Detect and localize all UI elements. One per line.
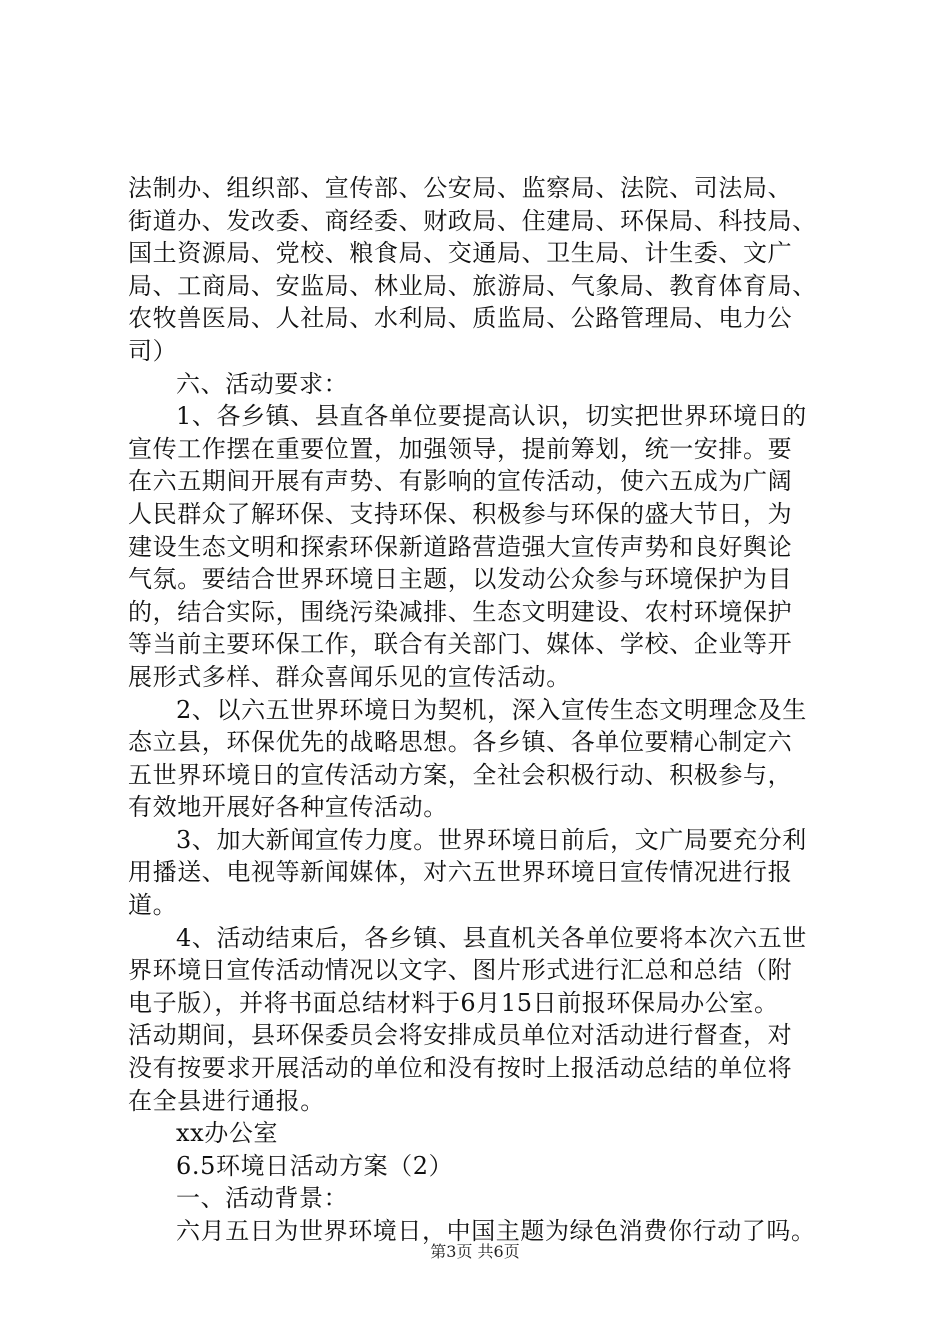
body-line: 有效地开展好各种宣传活动。 (128, 793, 448, 822)
body-line: 用播送、电视等新闻媒体，对六五世界环境日宣传情况进行报 (128, 858, 793, 887)
body-line: 没有按要求开展活动的单位和没有按时上报活动总结的单位将 (128, 1054, 793, 1083)
paragraph-start: 六月五日为世界环境日，中国主题为绿色消费你行动了吗。 (176, 1217, 816, 1245)
body-line: 电子版），并将书面总结材料于6月15日前报环保局办公室。 (128, 988, 779, 1017)
signature-line: xx办公室 (176, 1119, 279, 1148)
body-line: 道。 (128, 891, 178, 920)
paragraph-start: 2、以六五世界环境日为契机，深入宣传生态文明理念及生 (176, 695, 807, 724)
body-line: 司） (128, 336, 178, 365)
page-footer: 第3页 共6页 (430, 1242, 520, 1261)
body-line: 农牧兽医局、人社局、水利局、质监局、公路管理局、电力公 (128, 304, 793, 333)
body-line: 街道办、发改委、商经委、财政局、住建局、环保局、科技局、 (128, 206, 817, 235)
paragraph-start: 1、各乡镇、县直各单位要提高认识，切实把世界环境日的 (176, 402, 807, 431)
body-line: 展形式多样、群众喜闻乐见的宣传活动。 (128, 662, 571, 691)
body-line: 在六五期间开展有声势、有影响的宣传活动，使六五成为广阔 (128, 467, 793, 496)
paragraph-start: 4、活动结束后，各乡镇、县直机关各单位要将本次六五世 (176, 923, 807, 952)
body-line: 的，结合实际，围绕污染减排、生态文明建设、农村环境保护 (128, 597, 793, 626)
body-line: 法制办、组织部、宣传部、公安局、监察局、法院、司法局、 (128, 174, 793, 202)
body-line: 态立县，环保优先的战略思想。各乡镇、各单位要精心制定六 (128, 728, 793, 757)
section-heading: 一、活动背景： (176, 1184, 349, 1213)
body-line: 国土资源局、党校、粮食局、交通局、卫生局、计生委、文广 (128, 239, 793, 268)
document-body (128, 172, 834, 1248)
body-line: 等当前主要环保工作，联合有关部门、媒体、学校、企业等开 (128, 630, 793, 659)
body-line: 宣传工作摆在重要位置，加强领导，提前筹划，统一安排。要 (128, 434, 793, 463)
body-line: 建设生态文明和探索环保新道路营造强大宣传声势和良好舆论 (128, 532, 793, 561)
body-line: 在全县进行通报。 (128, 1086, 325, 1115)
section-heading: 六、活动要求： (176, 369, 349, 398)
paragraph-start: 3、加大新闻宣传力度。世界环境日前后，文广局要充分利 (176, 825, 807, 854)
document-subtitle: 6.5环境日活动方案（2） (176, 1151, 454, 1180)
body-line: 活动期间，县环保委员会将安排成员单位对活动进行督查，对 (128, 1021, 793, 1050)
body-line: 气氛。要结合世界环境日主题，以发动公众参与环境保护为目 (128, 565, 793, 594)
body-line: 局、工商局、安监局、林业局、旅游局、气象局、教育体育局、 (128, 271, 817, 300)
body-line: 人民群众了解环保、支持环保、积极参与环保的盛大节日，为 (128, 499, 793, 528)
body-line: 界环境日宣传活动情况以文字、图片形式进行汇总和总结（附 (128, 956, 793, 985)
body-line: 五世界环境日的宣传活动方案，全社会积极行动、积极参与， (128, 760, 793, 789)
